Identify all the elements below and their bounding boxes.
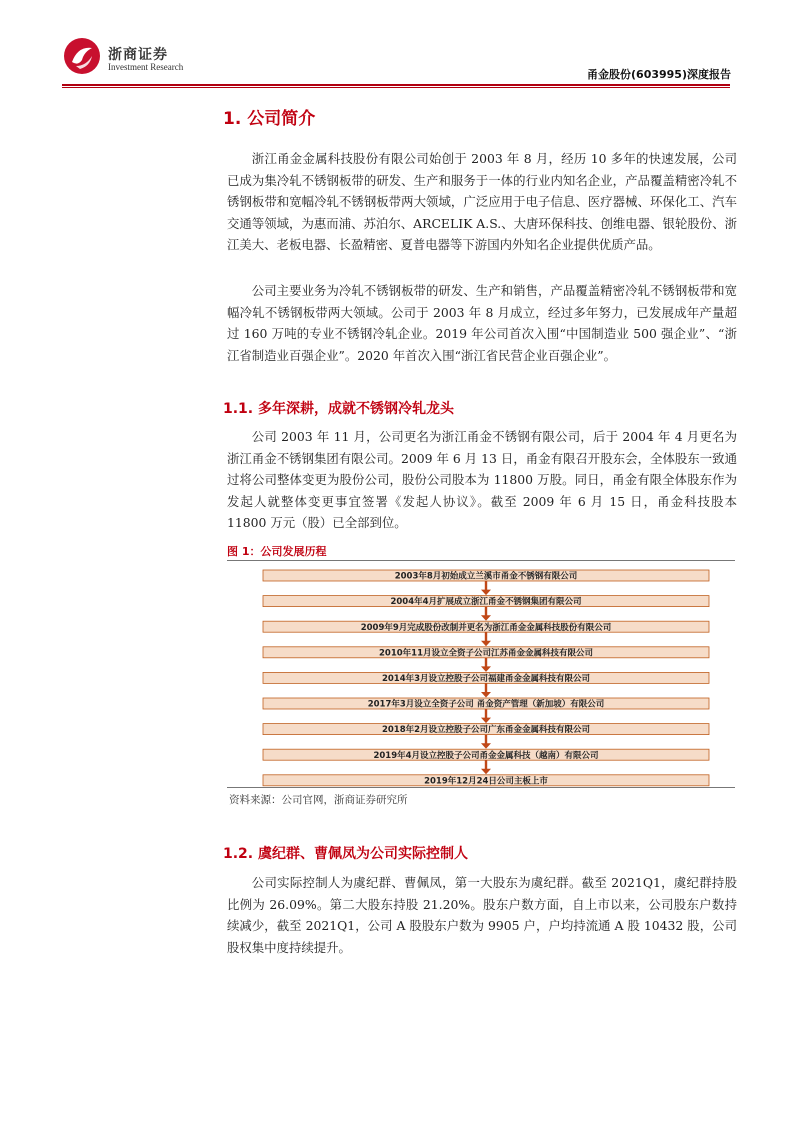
timeline-step-label: 2014年3月设立控股子公司福建甬金金属科技有限公司 <box>381 674 591 684</box>
timeline-arrow-head <box>481 615 491 621</box>
intro-paragraph-2: 公司主要业务为冷轧不锈钢板带的研发、生产和销售，产品覆盖精密冷轧不锈钢板带和宽幅冷轧不锈钢板带两大领域。公司于 2003 年 8 月成立，经过多年努力，已发展成年产量超过 160 万吨的专业不锈钢冷轧企业。2019 年公司首次入围“中国制造业 500 强企业”、“浙江省制造业百强企业”。2020 年首次入围“浙江省民营企业百强企业”。 <box>227 283 737 363</box>
header-divider <box>62 84 730 86</box>
figure-frame <box>227 560 735 788</box>
brand-name-en: Investment Research <box>108 62 184 72</box>
timeline-step-label: 2018年2月设立控股子公司广东甬金金属科技有限公司 <box>381 725 591 736</box>
zheshang-logo-icon <box>62 36 102 76</box>
timeline-step-label: 2017年3月设立全资子公司 甬金资产管理（新加坡）有限公司 <box>367 699 605 710</box>
timeline-arrow-head <box>481 718 491 724</box>
section-title-1-2: 1.2. 虞纪群、曹佩凤为公司实际控制人 <box>223 846 468 862</box>
controller-paragraph: 公司实际控制人为虞纪群、曹佩凤，第一大股东为虞纪群。截至 2021Q1，虞纪群持股比例为 26.09%。第二大股东持股 21.20%。股东户数方面，自上市以来，公司股东户数持续减少，截至 2021Q1，公司 A 股股东户数为 9905 户，户均持流通 A 股 10432 股，公司股权集中度持续提升。 <box>227 875 737 955</box>
history-paragraph: 公司 2003 年 11 月，公司更名为浙江甬金不锈钢有限公司，后于 2004 年 4 月更名为浙江甬金不锈钢集团有限公司。2009 年 6 月 13 日，甬金有限召开股东会，全体股东一致通过将公司整体变更为股份公司，股份公司股本为 11800 万股。同日，甬金有限全体股东作为发起人就整体变更事宜签署《发起人协议》。截至 2009 年 6 月 15 日，甬金科技股本 11800 万元（股）已全部到位。 <box>227 429 737 530</box>
section-title-1-1: 1.1. 多年深耕，成就不锈钢冷轧龙头 <box>223 401 454 417</box>
report-title: 甬金股份(603995)深度报告 <box>587 68 731 81</box>
section-title-company-intro: 1. 公司简介 <box>223 109 316 129</box>
timeline-arrow-head <box>481 641 491 647</box>
brand-name-cn: 浙商证券 <box>108 47 168 63</box>
figure-source: 资料来源：公司官网，浙商证券研究所 <box>229 794 408 806</box>
header-divider-thin <box>62 87 730 88</box>
figure-title: 图 1：公司发展历程 <box>227 545 327 558</box>
timeline-step-label: 2003年8月初始成立兰溪市甬金不锈钢有限公司 <box>394 571 578 582</box>
timeline-step-label: 2019年4月设立控股子公司甬金金属科技（越南）有限公司 <box>373 750 599 761</box>
timeline-arrow-head <box>481 743 491 749</box>
page-header <box>0 0 793 90</box>
timeline-step-label: 2010年11月设立全资子公司江苏甬金金属科技有限公司 <box>379 648 593 659</box>
timeline-arrow-head <box>481 769 491 775</box>
timeline-step-label: 2004年4月扩展成立浙江甬金不锈钢集团有限公司 <box>390 597 582 608</box>
intro-paragraph-1: 浙江甬金金属科技股份有限公司始创于 2003 年 8 月，经历 10 多年的快速发展，公司已成为集冷轧不锈钢板带的研发、生产和服务于一体的行业内知名企业，产品覆盖精密冷轧不锈钢板带和宽幅冷轧不锈钢板带两大领域，广泛应用于电子信息、医疗器械、环保化工、汽车交通等领域，为惠而浦、苏泊尔、ARCELIK A.S.、大唐环保科技、创维电器、银轮股份、浙江美大、老板电器、长盈精密、夏普电器等下游国内外知名企业提供优质产品。 <box>227 151 737 252</box>
development-timeline-flowchart <box>227 561 735 787</box>
timeline-arrow-head <box>481 692 491 698</box>
timeline-arrow-head <box>481 590 491 596</box>
timeline-step-label: 2019年12月24日公司主板上市 <box>424 776 548 787</box>
timeline-arrow-head <box>481 666 491 672</box>
timeline-step-label: 2009年9月完成股份改制并更名为浙江甬金金属科技股份有限公司 <box>360 622 612 633</box>
